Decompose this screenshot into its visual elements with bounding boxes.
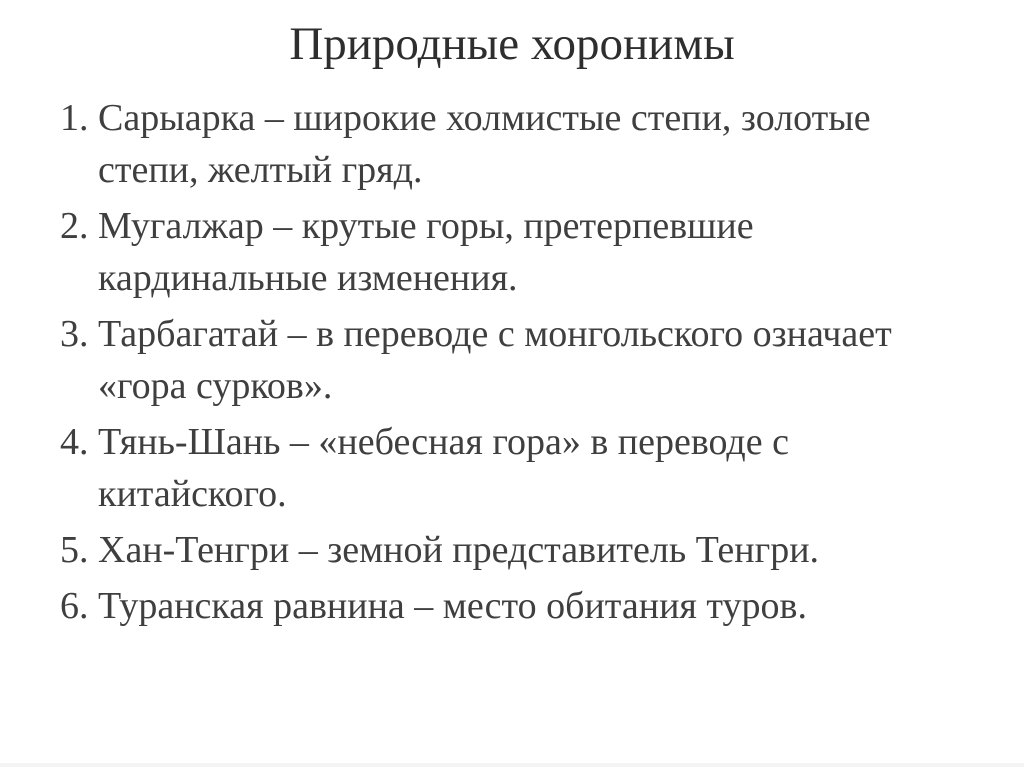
list-item	[60, 200, 1000, 304]
slide-title: Природные хоронимы	[289, 18, 735, 70]
list-item	[60, 580, 1000, 632]
item-number: 1.	[60, 97, 89, 139]
item-number: 3.	[60, 313, 89, 355]
item-number: 5.	[60, 529, 89, 571]
item-text: Тарбагатай – в переводе с монгольского означает «гора сурков».	[98, 313, 892, 407]
list-item	[60, 92, 1000, 196]
item-text: Хан-Тенгри – земной представитель Тенгри.	[98, 529, 820, 571]
list-item	[60, 416, 1000, 520]
bottom-divider	[0, 763, 1024, 767]
list-item	[60, 524, 1000, 576]
item-number: 2.	[60, 205, 89, 247]
item-text: Тянь-Шань – «небесная гора» в переводе с китайского.	[98, 421, 789, 515]
item-text: Мугалжар – крутые горы, претерпевшие кардинальные изменения.	[98, 205, 754, 299]
item-number: 4.	[60, 421, 89, 463]
item-text: Сарыарка – широкие холмистые степи, золотые степи, желтый гряд.	[98, 97, 871, 191]
list-item	[60, 308, 1000, 412]
item-text: Туранская равнина – место обитания туров.	[98, 585, 807, 627]
choronym-list	[60, 92, 1000, 636]
item-number: 6.	[60, 585, 89, 627]
